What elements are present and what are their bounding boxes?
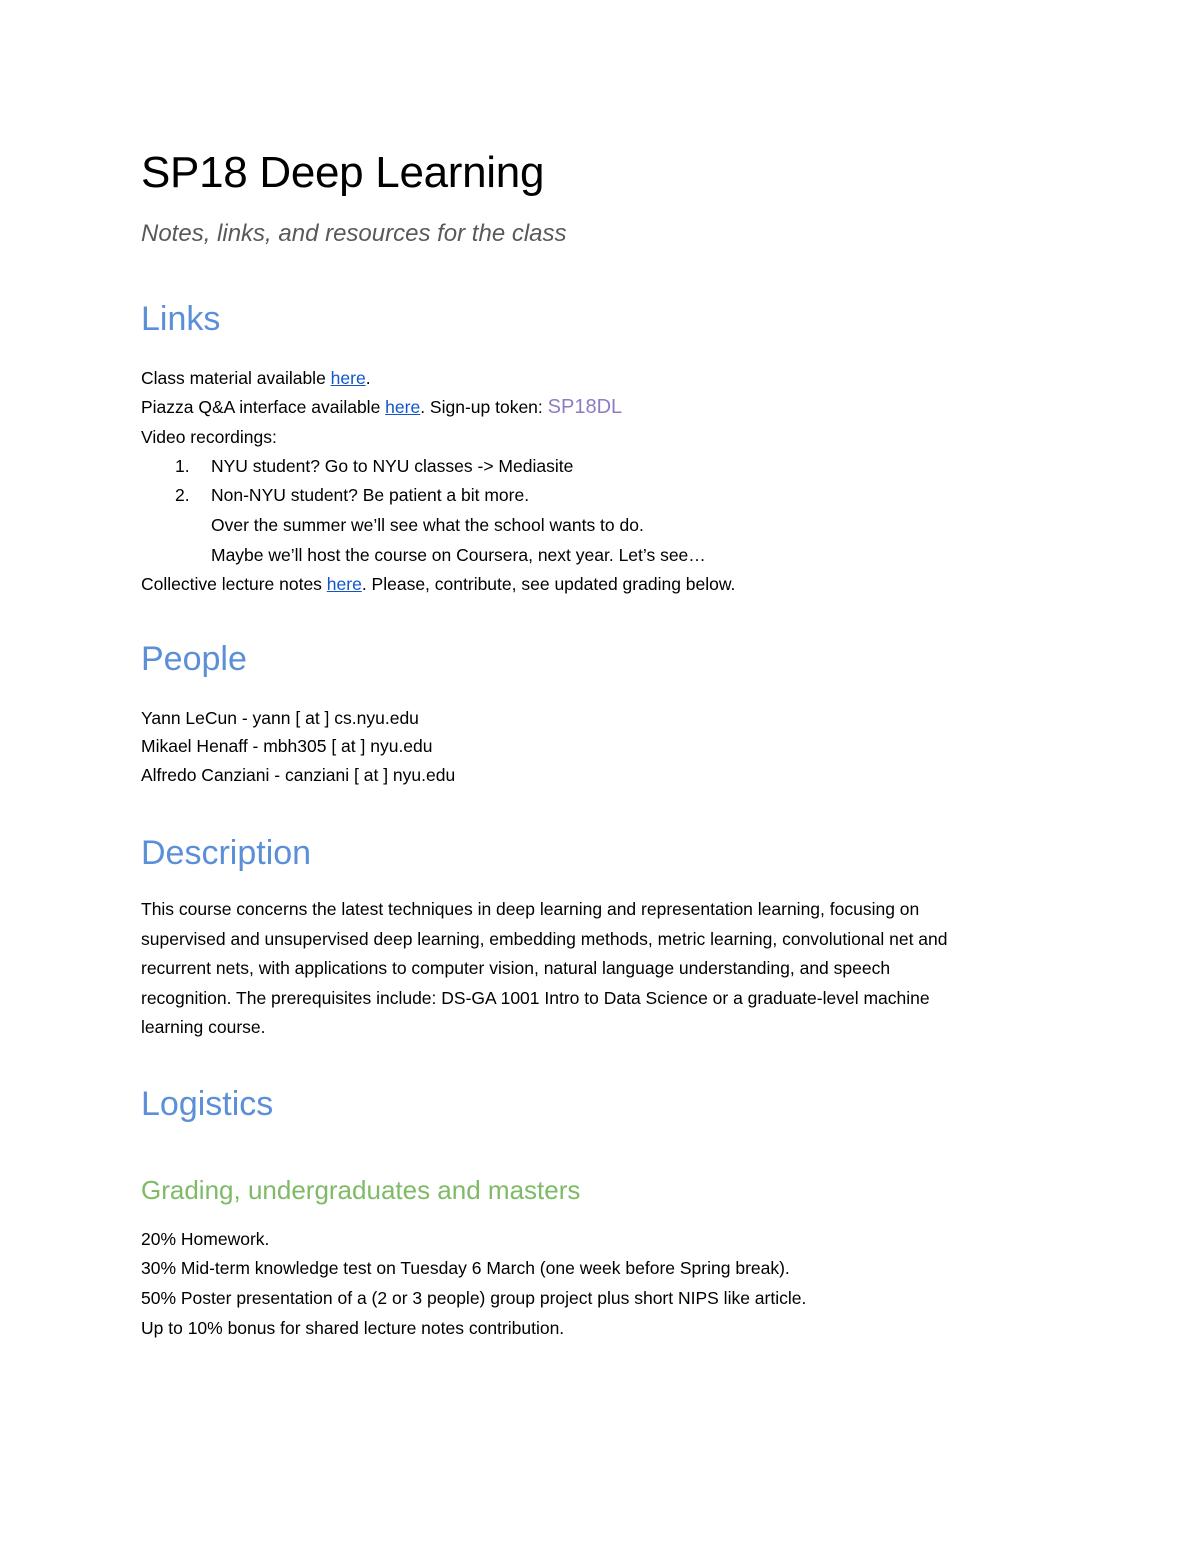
person-entry: Yann LeCun - yann [ at ] cs.nyu.edu	[141, 708, 419, 728]
piazza-text: Piazza Q&A interface available	[141, 397, 386, 417]
list-continuation-text: Maybe we’ll host the course on Coursera, next year. Let’s see…	[211, 545, 706, 565]
class-material-link[interactable]: here	[330, 368, 366, 388]
description-line: supervised and unsupervised deep learning, embedding methods, metric learning, convolutional net and	[141, 928, 948, 949]
class-material-suffix: .	[365, 368, 371, 388]
list-number: 1.	[175, 456, 190, 476]
description-paragraph	[141, 895, 1071, 1043]
grading-item: Up to 10% bonus for shared lecture notes contribution.	[141, 1318, 565, 1338]
list-item-text: Non-NYU student? Be patient a bit more.	[211, 485, 530, 505]
person-entry: Mikael Henaff - mbh305 [ at ] nyu.edu	[141, 736, 433, 756]
grading-item: 50% Poster presentation of a (2 or 3 people) group project plus short NIPS like article.	[141, 1288, 807, 1308]
piazza-line	[141, 395, 622, 419]
page-subtitle: Notes, links, and resources for the class	[141, 220, 567, 247]
video-recordings-label: Video recordings:	[141, 427, 277, 447]
lecture-notes-text: Collective lecture notes	[141, 574, 327, 594]
grading-item: 20% Homework.	[141, 1229, 270, 1249]
description-line: learning course.	[141, 1017, 266, 1037]
lecture-notes-link[interactable]: here	[326, 574, 362, 594]
lecture-notes-suffix: . Please, contribute, see updated grading below.	[361, 574, 736, 594]
list-item-text: NYU student? Go to NYU classes -> Mediasite	[211, 456, 574, 476]
description-line: recurrent nets, with applications to computer vision, natural language understanding, and speech	[141, 958, 891, 978]
list-number: 2.	[175, 485, 190, 505]
list-continuation-text: Over the summer we’ll see what the school wants to do.	[211, 515, 644, 535]
logistics-heading: Logistics	[141, 1085, 274, 1123]
description-heading: Description	[141, 834, 312, 872]
links-heading: Links	[141, 300, 221, 338]
grading-heading: Grading, undergraduates and masters	[141, 1175, 581, 1205]
piazza-suffix: . Sign-up token:	[420, 397, 548, 417]
page-title: SP18 Deep Learning	[141, 148, 545, 197]
people-heading: People	[141, 640, 247, 678]
class-material-text: Class material available	[141, 368, 331, 388]
description-line: This course concerns the latest techniques in deep learning and representation learning, focusing on	[141, 899, 920, 919]
grading-item: 30% Mid-term knowledge test on Tuesday 6 March (one week before Spring break).	[141, 1258, 790, 1278]
class-material-line	[141, 366, 371, 390]
lecture-notes-line	[141, 572, 735, 596]
signup-token: SP18DL	[547, 396, 623, 418]
piazza-link[interactable]: here	[385, 397, 421, 417]
description-line: recognition. The prerequisites include: DS-GA 1001 Intro to Data Science or a graduate-level machine	[141, 987, 930, 1008]
person-entry: Alfredo Canziani - canziani [ at ] nyu.edu	[141, 765, 456, 785]
